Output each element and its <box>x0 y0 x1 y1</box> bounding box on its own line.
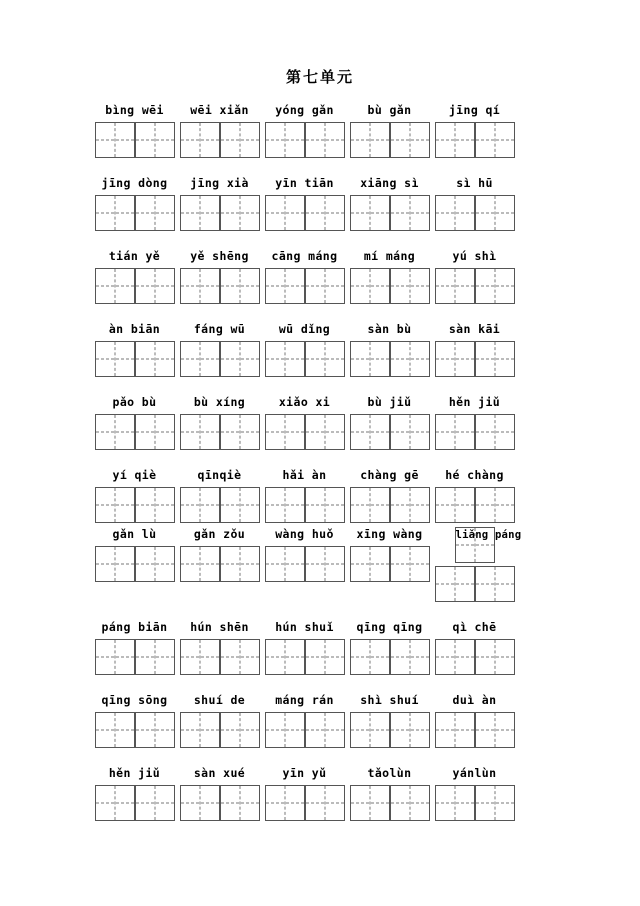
worksheet-row <box>92 249 552 304</box>
character-box[interactable] <box>180 341 220 377</box>
character-box[interactable] <box>390 122 430 158</box>
character-box[interactable] <box>350 785 390 821</box>
character-box[interactable] <box>475 195 515 231</box>
character-box[interactable] <box>390 487 430 523</box>
character-grid[interactable] <box>350 122 430 158</box>
word-cell-group <box>262 322 347 377</box>
word-cell-group <box>177 693 262 748</box>
character-grid[interactable] <box>435 122 515 158</box>
word-cell-group <box>347 527 432 582</box>
character-grid[interactable] <box>350 785 430 821</box>
character-box[interactable] <box>265 712 305 748</box>
character-grid[interactable] <box>265 546 345 582</box>
pinyin-label: páng biān <box>101 620 168 634</box>
page-title: 第七单元 <box>285 68 354 86</box>
character-box[interactable] <box>180 268 220 304</box>
pinyin-label: xīng wàng <box>356 527 423 541</box>
word-cell-group <box>262 693 347 748</box>
character-grid[interactable] <box>265 268 345 304</box>
character-box[interactable] <box>95 341 135 377</box>
word-cell-group <box>92 176 177 231</box>
character-grid[interactable] <box>265 639 345 675</box>
pinyin-label: yú shì <box>452 249 497 263</box>
worksheet-row <box>92 693 552 748</box>
word-cell-group <box>92 527 177 582</box>
word-cell-group <box>347 249 432 304</box>
pinyin-label: hǎi àn <box>282 468 327 482</box>
pinyin-label: fáng wū <box>193 322 246 336</box>
word-cell-group <box>177 468 262 523</box>
character-grid[interactable] <box>435 195 515 231</box>
character-box[interactable] <box>390 341 430 377</box>
pinyin-label: shì shuí <box>360 693 419 707</box>
character-grid[interactable] <box>180 122 260 158</box>
pinyin-label: xiǎo xi <box>278 395 331 409</box>
character-box[interactable] <box>390 268 430 304</box>
word-cell-group <box>92 249 177 304</box>
character-box[interactable] <box>305 712 345 748</box>
character-box[interactable] <box>135 546 175 582</box>
word-cell-group <box>92 103 177 158</box>
word-cell-group <box>262 468 347 523</box>
character-grid[interactable] <box>180 487 260 523</box>
character-box[interactable] <box>435 195 475 231</box>
character-box[interactable] <box>180 639 220 675</box>
character-box[interactable] <box>95 414 135 450</box>
character-grid[interactable] <box>180 639 260 675</box>
character-grid[interactable] <box>180 546 260 582</box>
character-grid[interactable] <box>180 341 260 377</box>
character-box[interactable] <box>220 122 260 158</box>
word-cell-group <box>92 766 177 821</box>
pinyin-label: yánlùn <box>452 766 497 780</box>
character-box[interactable] <box>265 414 305 450</box>
character-grid[interactable] <box>180 712 260 748</box>
word-cell-group <box>347 766 432 821</box>
character-box[interactable] <box>305 341 345 377</box>
character-grid[interactable] <box>180 268 260 304</box>
character-grid[interactable] <box>350 712 430 748</box>
word-cell-group <box>177 527 262 582</box>
character-box[interactable] <box>390 639 430 675</box>
character-box[interactable] <box>135 195 175 231</box>
character-box[interactable] <box>435 268 475 304</box>
character-box[interactable] <box>475 712 515 748</box>
character-grid[interactable] <box>435 341 515 377</box>
character-box[interactable] <box>475 122 515 158</box>
word-cell-group <box>432 766 517 821</box>
pinyin-label: sàn xué <box>193 766 246 780</box>
character-box[interactable] <box>475 341 515 377</box>
pinyin-label: hé chàng <box>445 468 504 482</box>
character-box[interactable] <box>220 195 260 231</box>
word-cell-group <box>432 693 517 748</box>
character-box[interactable] <box>305 414 345 450</box>
character-box[interactable] <box>180 487 220 523</box>
character-box[interactable] <box>220 487 260 523</box>
character-box[interactable] <box>475 785 515 821</box>
word-cell-group <box>262 176 347 231</box>
character-grid[interactable] <box>95 546 175 582</box>
pinyin-label: chàng gē <box>360 468 419 482</box>
word-cell-group <box>177 620 262 675</box>
character-box[interactable] <box>180 195 220 231</box>
character-grid[interactable] <box>265 195 345 231</box>
word-cell-group <box>262 103 347 158</box>
character-box[interactable] <box>350 268 390 304</box>
character-grid[interactable] <box>265 785 345 821</box>
character-box[interactable] <box>135 785 175 821</box>
character-box[interactable] <box>350 122 390 158</box>
character-grid[interactable] <box>180 414 260 450</box>
character-box[interactable] <box>180 785 220 821</box>
character-grid[interactable] <box>180 785 260 821</box>
character-box[interactable] <box>390 712 430 748</box>
character-box[interactable] <box>135 712 175 748</box>
pinyin-label: tián yě <box>108 249 161 263</box>
character-box[interactable] <box>350 487 390 523</box>
word-cell-group <box>432 620 517 675</box>
pinyin-label: shuí de <box>193 693 246 707</box>
character-grid[interactable] <box>95 414 175 450</box>
character-box[interactable] <box>475 268 515 304</box>
character-grid[interactable] <box>95 712 175 748</box>
word-cell-group <box>432 103 517 158</box>
character-box[interactable] <box>390 195 430 231</box>
word-cell-group <box>432 322 517 377</box>
word-cell-group <box>177 766 262 821</box>
pinyin-label: yīn tiān <box>275 176 334 190</box>
word-cell-group <box>347 693 432 748</box>
character-box[interactable] <box>265 122 305 158</box>
worksheet-row <box>92 620 552 675</box>
pinyin-label: gǎn lù <box>112 527 157 541</box>
character-box[interactable] <box>435 712 475 748</box>
character-box[interactable] <box>95 122 135 158</box>
character-grid[interactable] <box>180 195 260 231</box>
character-box[interactable] <box>135 487 175 523</box>
character-box[interactable] <box>95 546 135 582</box>
character-box[interactable] <box>475 639 515 675</box>
word-cell-group <box>177 395 262 450</box>
word-cell-group <box>347 176 432 231</box>
worksheet-row <box>92 527 552 602</box>
word-cell-group <box>177 103 262 158</box>
character-box[interactable] <box>135 414 175 450</box>
character-box[interactable] <box>435 487 475 523</box>
pinyin-label: tǎolùn <box>367 766 412 780</box>
character-box[interactable] <box>350 639 390 675</box>
word-cell-group <box>262 249 347 304</box>
character-box[interactable] <box>265 785 305 821</box>
character-grid[interactable] <box>265 341 345 377</box>
pinyin-label: jīng xià <box>190 176 249 190</box>
character-grid[interactable] <box>95 341 175 377</box>
worksheet-row <box>92 395 552 450</box>
character-box[interactable] <box>435 341 475 377</box>
character-box[interactable] <box>135 122 175 158</box>
character-box[interactable] <box>265 268 305 304</box>
character-box[interactable] <box>265 639 305 675</box>
character-grid[interactable] <box>95 487 175 523</box>
character-box[interactable] <box>135 341 175 377</box>
word-cell-group <box>347 620 432 675</box>
character-box[interactable] <box>95 639 135 675</box>
character-box[interactable] <box>180 712 220 748</box>
pinyin-label: sàn kāi <box>448 322 501 336</box>
pinyin-label: jīng dòng <box>101 176 168 190</box>
character-box[interactable] <box>435 639 475 675</box>
pinyin-label: qīng qīng <box>356 620 423 634</box>
character-box[interactable] <box>390 414 430 450</box>
character-grid[interactable] <box>435 487 515 523</box>
word-cell-group <box>262 620 347 675</box>
word-cell-group <box>432 249 517 304</box>
pinyin-label: pǎo bù <box>112 395 157 409</box>
word-cell-group <box>92 395 177 450</box>
character-grid[interactable] <box>95 785 175 821</box>
character-box[interactable] <box>305 122 345 158</box>
character-grid[interactable] <box>350 195 430 231</box>
word-cell-group <box>262 395 347 450</box>
pinyin-label: hún shēn <box>190 620 249 634</box>
character-grid[interactable] <box>350 639 430 675</box>
word-cell-group <box>92 620 177 675</box>
pinyin-label: hěn jiǔ <box>448 395 501 409</box>
character-box[interactable] <box>435 414 475 450</box>
character-box[interactable] <box>95 268 135 304</box>
pinyin-label: qīnqiè <box>197 468 242 482</box>
character-box[interactable] <box>435 566 475 602</box>
pinyin-label: yóng gǎn <box>275 103 334 117</box>
character-box[interactable] <box>350 546 390 582</box>
pinyin-label: bù jiǔ <box>367 395 412 409</box>
character-grid[interactable] <box>95 195 175 231</box>
character-box[interactable] <box>95 712 135 748</box>
character-grid[interactable] <box>435 712 515 748</box>
word-cell-group <box>432 176 517 231</box>
word-cell-group <box>177 322 262 377</box>
character-box[interactable] <box>95 195 135 231</box>
pinyin-label: mí máng <box>363 249 416 263</box>
pinyin-label: bù gǎn <box>367 103 412 117</box>
worksheet-rows <box>92 103 552 839</box>
pinyin-label: hún shuǐ <box>275 620 334 634</box>
character-box[interactable] <box>475 414 515 450</box>
character-box[interactable] <box>135 268 175 304</box>
pinyin-label: hěn jiǔ <box>108 766 161 780</box>
character-box[interactable] <box>135 639 175 675</box>
character-box[interactable] <box>95 785 135 821</box>
word-cell-group <box>347 103 432 158</box>
pinyin-label: bù xíng <box>193 395 246 409</box>
character-grid[interactable] <box>350 268 430 304</box>
character-box[interactable] <box>350 712 390 748</box>
character-grid[interactable] <box>350 487 430 523</box>
pinyin-label: jīng qí <box>448 103 501 117</box>
pinyin-label: wēi xiǎn <box>190 103 249 117</box>
pinyin-label: cāng máng <box>271 249 338 263</box>
character-grid[interactable] <box>95 268 175 304</box>
character-box[interactable] <box>475 566 515 602</box>
worksheet-row <box>92 176 552 231</box>
character-grid[interactable] <box>435 268 515 304</box>
character-box[interactable] <box>265 546 305 582</box>
character-box[interactable] <box>305 785 345 821</box>
character-box[interactable] <box>180 122 220 158</box>
word-cell-group <box>262 766 347 821</box>
character-grid[interactable] <box>350 546 430 582</box>
character-box[interactable] <box>220 712 260 748</box>
worksheet-row <box>92 322 552 377</box>
character-box[interactable] <box>435 785 475 821</box>
character-box[interactable] <box>265 341 305 377</box>
pinyin-label: wàng huǒ <box>275 527 334 541</box>
character-box[interactable] <box>180 546 220 582</box>
character-box[interactable] <box>350 195 390 231</box>
word-cell-group <box>262 527 347 582</box>
pinyin-label: gǎn zǒu <box>193 527 246 541</box>
character-box[interactable] <box>220 414 260 450</box>
worksheet-row <box>92 766 552 821</box>
character-grid[interactable] <box>95 639 175 675</box>
character-box[interactable] <box>305 195 345 231</box>
word-cell-group <box>432 468 517 523</box>
character-grid[interactable] <box>265 487 345 523</box>
character-box[interactable] <box>435 122 475 158</box>
character-box[interactable] <box>350 341 390 377</box>
character-grid[interactable] <box>265 122 345 158</box>
character-box[interactable] <box>305 639 345 675</box>
word-cell-group <box>347 468 432 523</box>
word-cell-group <box>432 395 517 450</box>
character-box[interactable] <box>220 341 260 377</box>
word-cell-group <box>432 527 522 602</box>
pinyin-label: máng rán <box>275 693 334 707</box>
character-grid[interactable] <box>435 785 515 821</box>
word-cell-group <box>92 468 177 523</box>
character-grid[interactable] <box>265 414 345 450</box>
character-box[interactable] <box>350 414 390 450</box>
word-cell-group <box>347 395 432 450</box>
pinyin-label: duì àn <box>452 693 497 707</box>
character-grid[interactable] <box>435 639 515 675</box>
character-box[interactable] <box>220 546 260 582</box>
character-grid[interactable] <box>265 712 345 748</box>
character-box[interactable] <box>305 268 345 304</box>
word-cell-group <box>177 176 262 231</box>
word-cell-group <box>177 249 262 304</box>
character-grid[interactable] <box>350 414 430 450</box>
character-box[interactable] <box>220 639 260 675</box>
character-box[interactable] <box>475 487 515 523</box>
character-box[interactable] <box>390 785 430 821</box>
character-box[interactable] <box>95 487 135 523</box>
character-box[interactable] <box>265 487 305 523</box>
character-box[interactable] <box>390 546 430 582</box>
pinyin-label: qì chē <box>452 620 497 634</box>
pinyin-label: yīn yǔ <box>282 766 327 780</box>
character-grid[interactable] <box>350 341 430 377</box>
character-box[interactable] <box>220 268 260 304</box>
pinyin-label: sàn bù <box>367 322 412 336</box>
character-box[interactable] <box>305 546 345 582</box>
pinyin-label: bìng wēi <box>105 103 164 117</box>
pinyin-label: yí qiè <box>112 468 157 482</box>
pinyin-label: xiāng sì <box>360 176 419 190</box>
pinyin-label: wū dǐng <box>278 322 331 336</box>
worksheet-row <box>92 468 552 523</box>
word-cell-group <box>92 693 177 748</box>
worksheet-row <box>92 103 552 158</box>
character-box[interactable] <box>265 195 305 231</box>
character-box[interactable] <box>180 414 220 450</box>
pinyin-label: àn biān <box>108 322 161 336</box>
word-cell-group <box>347 322 432 377</box>
character-grid[interactable] <box>95 122 175 158</box>
character-box[interactable] <box>220 785 260 821</box>
pinyin-label: sì hū <box>456 176 493 190</box>
pinyin-label: qīng sōng <box>101 693 168 707</box>
pinyin-label: liǎng páng <box>455 527 495 563</box>
character-box[interactable] <box>305 487 345 523</box>
word-cell-group <box>92 322 177 377</box>
character-grid[interactable] <box>435 566 515 602</box>
pinyin-label: yě shēng <box>190 249 249 263</box>
character-grid[interactable] <box>435 414 515 450</box>
